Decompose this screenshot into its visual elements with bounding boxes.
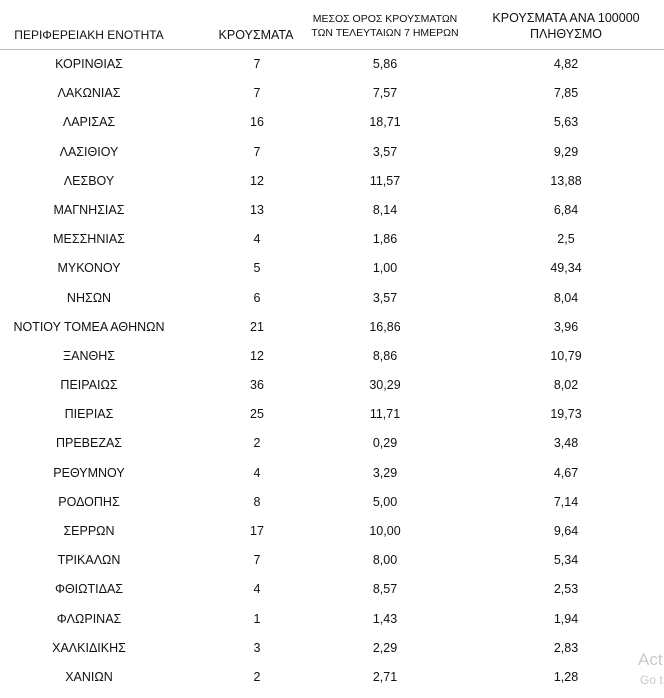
cell-region: ΝΗΣΩΝ: [66, 290, 112, 305]
cell-per-100000: 5,63: [553, 115, 579, 130]
cell-cases: 7: [253, 86, 261, 101]
cell-per-100000: 1,28: [553, 669, 579, 684]
cell-cases: 5: [253, 261, 261, 276]
cell-per-100000: 2,83: [553, 640, 579, 655]
table-row: [0, 342, 664, 371]
cell-cases: 12: [250, 348, 264, 363]
table-row: [0, 371, 664, 400]
cell-region: ΦΛΩΡΙΝΑΣ: [56, 611, 122, 626]
cell-average: 2,71: [372, 669, 398, 684]
cell-region: ΚΟΡΙΝΘΙΑΣ: [55, 57, 123, 71]
cell-average: 3,29: [372, 465, 398, 480]
table-row: [0, 196, 664, 225]
cell-cases: 2: [253, 669, 261, 684]
cell-per-100000: 2,5: [557, 232, 575, 247]
header-region: ΠΕΡΙΦΕΡΕΙΑΚΗ ΕΝΟΤΗΤΑ: [14, 28, 164, 42]
header-cases: ΚΡΟΥΣΜΑΤΑ: [218, 28, 294, 42]
header-average-7-days: [296, 12, 474, 40]
cell-cases: 7: [253, 57, 261, 71]
cell-cases: 6: [253, 290, 261, 305]
table-row: [0, 517, 664, 546]
cell-average: 5,00: [372, 494, 398, 509]
cell-region: ΣΕΡΡΩΝ: [63, 524, 115, 538]
cell-cases: 17: [250, 524, 264, 538]
cell-per-100000: 19,73: [550, 407, 582, 422]
cell-cases: 4: [253, 582, 261, 597]
cell-average: 8,57: [372, 582, 398, 597]
cell-region: ΡΕΘΥΜΝΟΥ: [53, 465, 125, 480]
table-row: [0, 108, 664, 137]
cell-average: 3,57: [372, 144, 398, 159]
cell-cases: 4: [253, 232, 261, 247]
cell-per-100000: 2,53: [553, 582, 579, 597]
table-body: [0, 50, 664, 692]
cell-per-100000: 1,94: [553, 611, 579, 626]
cell-region: ΠΕΙΡΑΙΩΣ: [60, 378, 118, 393]
cell-region: ΦΘΙΩΤΙΔΑΣ: [54, 582, 124, 597]
cell-per-100000: 3,96: [553, 319, 579, 334]
cell-average: 8,00: [372, 553, 398, 568]
cell-per-100000: 9,64: [553, 524, 579, 538]
cell-region: ΞΑΝΘΗΣ: [63, 348, 115, 363]
cell-cases: 8: [253, 494, 261, 509]
cell-per-100000: 4,67: [553, 465, 579, 480]
header-cases-per-100000: [478, 10, 654, 42]
header-average-line-1: ΜΕΣΟΣ ΟΡΟΣ ΚΡΟΥΣΜΑΤΩΝ: [312, 13, 458, 25]
header-per-line-1: ΚΡΟΥΣΜΑΤΑ ΑΝΑ 100000: [492, 11, 640, 25]
cell-average: 10,00: [369, 524, 401, 538]
cell-region: ΠΙΕΡΙΑΣ: [64, 407, 114, 422]
table-row: [0, 167, 664, 196]
activation-watermark-sub: Go t: [640, 673, 663, 687]
table-row: [0, 546, 664, 575]
header-per-line-2: ΠΛΗΘΥΣΜΟ: [530, 27, 602, 41]
cell-region: ΧΑΛΚΙΔΙΚΗΣ: [52, 640, 126, 655]
cell-region: ΛΑΣΙΘΙΟΥ: [59, 144, 119, 159]
cell-per-100000: 8,04: [553, 290, 579, 305]
cell-per-100000: 8,02: [553, 378, 579, 393]
cell-average: 11,71: [369, 407, 401, 422]
cell-region: ΛΑΡΙΣΑΣ: [62, 115, 116, 130]
cell-average: 1,43: [372, 611, 398, 626]
cell-cases: 1: [253, 611, 261, 626]
cell-per-100000: 7,14: [553, 494, 579, 509]
cell-average: 8,86: [372, 348, 398, 363]
cell-cases: 4: [253, 465, 261, 480]
table-header: [0, 0, 664, 50]
table-row: [0, 634, 664, 663]
cell-cases: 7: [253, 553, 261, 568]
cell-region: ΤΡΙΚΑΛΩΝ: [57, 553, 121, 568]
cell-cases: 2: [253, 436, 261, 451]
cell-region: ΜΥΚΟΝΟΥ: [57, 261, 121, 276]
cell-per-100000: 10,79: [550, 348, 582, 363]
cell-per-100000: 3,48: [553, 436, 579, 451]
cell-cases: 12: [250, 173, 264, 188]
cell-average: 7,57: [372, 86, 398, 101]
cell-cases: 7: [253, 144, 261, 159]
cell-average: 16,86: [369, 319, 401, 334]
cell-average: 30,29: [369, 378, 401, 393]
table-row: [0, 79, 664, 108]
cell-cases: 13: [250, 202, 264, 217]
cell-region: ΜΑΓΝΗΣΙΑΣ: [53, 202, 125, 217]
cell-average: 3,57: [372, 290, 398, 305]
cell-region: ΠΡΕΒΕΖΑΣ: [55, 436, 123, 451]
cell-region: ΡΟΔΟΠΗΣ: [58, 494, 120, 509]
cell-average: 5,86: [372, 57, 398, 71]
cell-region: ΛΕΣΒΟΥ: [63, 173, 115, 188]
cell-per-100000: 5,34: [553, 553, 579, 568]
table-row: [0, 575, 664, 604]
cell-average: 8,14: [372, 202, 398, 217]
cell-per-100000: 49,34: [550, 261, 582, 276]
table-row: [0, 50, 664, 79]
cell-average: 0,29: [372, 436, 398, 451]
table-row: [0, 663, 664, 692]
table-row: [0, 254, 664, 283]
cell-cases: 16: [250, 115, 264, 130]
cell-per-100000: 13,88: [550, 173, 582, 188]
cell-average: 1,00: [372, 261, 398, 276]
table-row: [0, 429, 664, 458]
table-row: [0, 138, 664, 167]
cell-average: 11,57: [369, 173, 401, 188]
table-row: [0, 488, 664, 517]
cell-average: 2,29: [372, 640, 398, 655]
cell-region: ΜΕΣΣΗΝΙΑΣ: [53, 232, 125, 247]
table-row: [0, 225, 664, 254]
cell-region: ΧΑΝΙΩΝ: [65, 669, 113, 684]
cell-per-100000: 6,84: [553, 202, 579, 217]
table-row: [0, 605, 664, 634]
cell-cases: 3: [253, 640, 261, 655]
cell-per-100000: 4,82: [553, 57, 579, 71]
table-row: [0, 313, 664, 342]
header-average-line-2: ΤΩΝ ΤΕΛΕΥΤΑΙΩΝ 7 ΗΜΕΡΩΝ: [311, 27, 459, 39]
cell-cases: 25: [250, 407, 264, 422]
table-row: [0, 284, 664, 313]
cell-cases: 21: [250, 319, 264, 334]
cell-region: ΛΑΚΩΝΙΑΣ: [57, 86, 121, 101]
activation-watermark: Act: [638, 650, 663, 669]
cell-per-100000: 7,85: [553, 86, 579, 101]
cell-cases: 36: [250, 378, 264, 393]
cell-average: 1,86: [372, 232, 398, 247]
table-row: [0, 400, 664, 429]
cell-average: 18,71: [369, 115, 401, 130]
table-row: [0, 459, 664, 488]
cell-per-100000: 9,29: [553, 144, 579, 159]
cell-region: ΝΟΤΙΟΥ ΤΟΜΕΑ ΑΘΗΝΩΝ: [13, 319, 165, 334]
